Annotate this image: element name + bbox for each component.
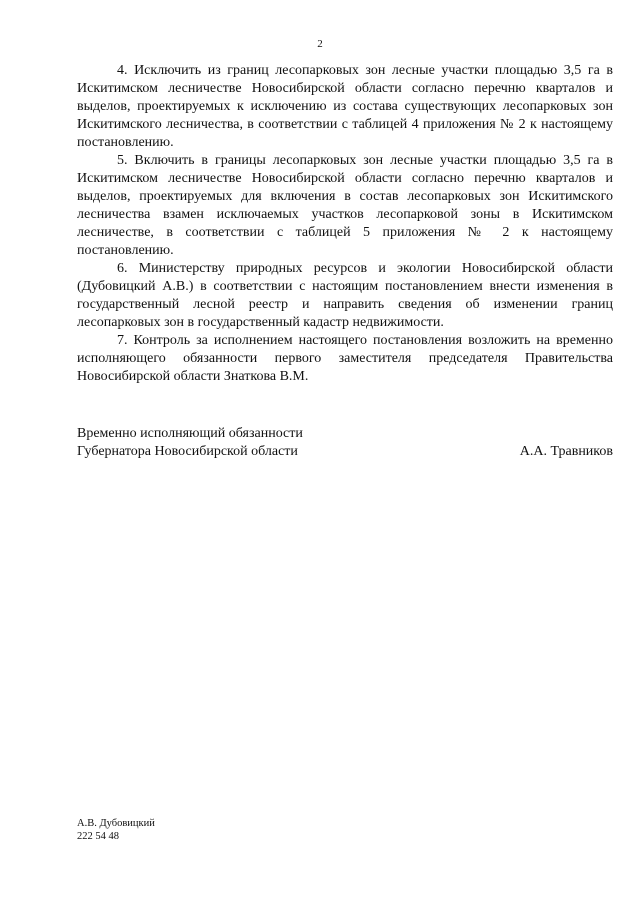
executor-phone: 222 54 48 [77,831,119,842]
paragraph-6: 6. Министерству природных ресурсов и экологии Новосибирской области (Дубовицкий А.В.) в соответствии с настоящим постановлением внести изменения в государственный лесной реестр и направить сведения об изменении границ лесопарковых зон в государственный кадастр недвижимости. [77,261,613,330]
signatory-title-line2: Губернатора Новосибирской области [77,444,298,459]
signatory-title-line1: Временно исполняющий обязанности [77,426,303,441]
page-number: 2 [317,38,323,50]
paragraph-7: 7. Контроль за исполнением настоящего постановления возложить на временно исполняющего обязанности первого заместителя председателя Правительства Новосибирской области Знаткова В.М. [77,333,613,384]
paragraph-5: 5. Включить в границы лесопарковых зон лесные участки площадью 3,5 га в Искитимском лесничестве Новосибирской области согласно перечню кварталов и выделов, проектируемых для включения в состав лесопарковых зон Искитимского лесничества взамен исключаемых участков лесопарковой зоны в Искитимском лесничестве, в соответствии с таблицей 5 приложения № 2 к настоящему постановлению. [77,153,613,258]
paragraph-4: 4. Исключить из границ лесопарковых зон лесные участки площадью 3,5 га в Искитимском лесничестве Новосибирской области согласно перечню кварталов и выделов, проектируемых к исключению из состава существующих лесопарковых зон Искитимского лесничества, в соответствии с таблицей 4 приложения № 2 к настоящему постановлению. [77,63,613,150]
executor-name: А.В. Дубовицкий [77,818,155,829]
signature-block [77,425,613,461]
signatory-name: А.А. Травников [519,444,613,459]
resolution-body [77,62,613,386]
executor-footer [77,817,155,843]
signature-row [77,443,613,461]
